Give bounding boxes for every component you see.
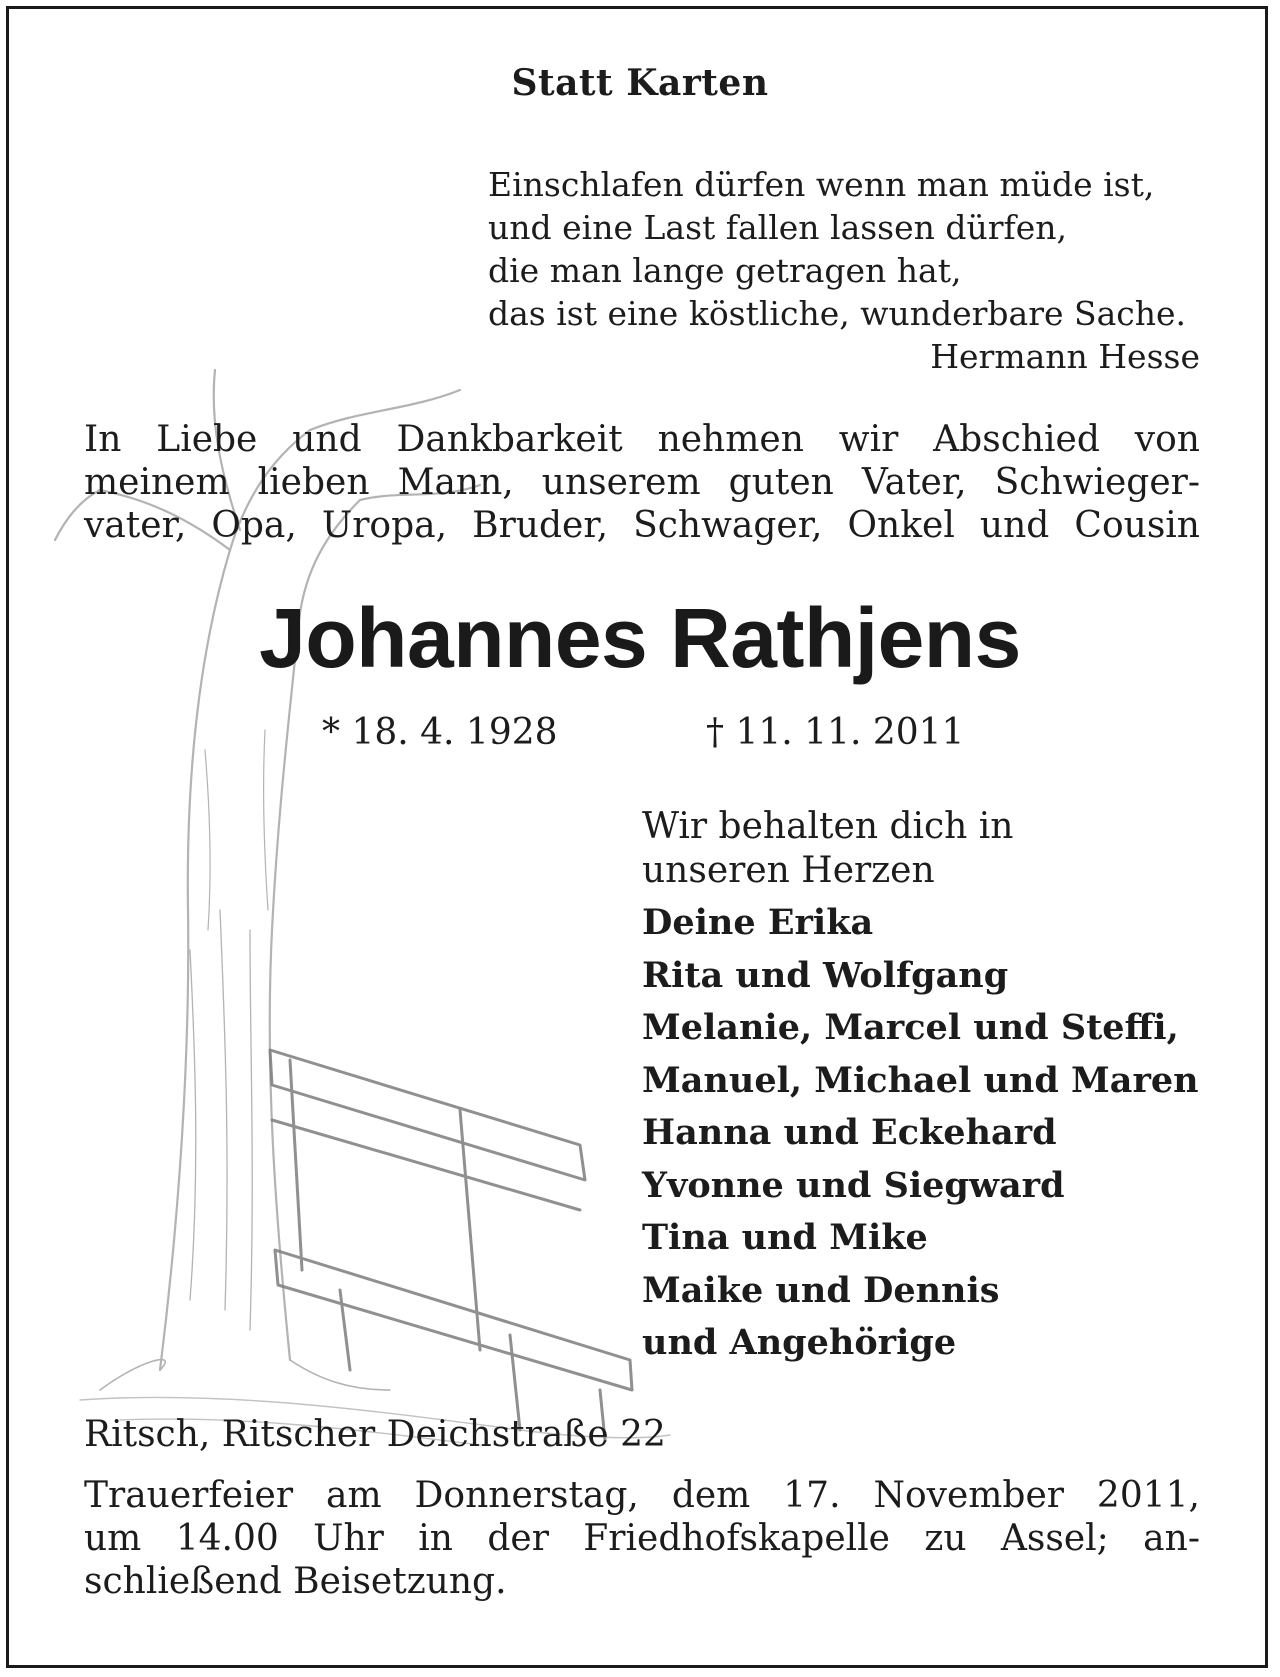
signer-item: Deine Erika	[642, 902, 874, 943]
service-line: um 14.00 Uhr in der Friedhofskapelle zu Assel; an-	[84, 1518, 1200, 1559]
signer-item: Melanie, Marcel und Steffi,	[642, 1007, 1179, 1048]
poem-line: die man lange getragen hat,	[488, 251, 962, 290]
farewell-line: unseren Herzen	[642, 850, 935, 891]
signer-item: Hanna und Eckehard	[642, 1112, 1057, 1153]
farewell-text	[642, 805, 1222, 893]
farewell-line: Wir behalten dich in	[642, 806, 1014, 847]
intro-line: meinem lieben Mann, unserem guten Vater, Schwieger-	[84, 462, 1200, 503]
signer-item: Yvonne und Siegward	[642, 1164, 1065, 1206]
intro-line: In Liebe und Dankbarkeit nehmen wir Abschied von	[84, 419, 1200, 460]
poem-line: und eine Last fallen lassen dürfen,	[488, 208, 1068, 247]
intro-text	[84, 418, 1200, 547]
signer-item: Manuel, Michael und Maren	[642, 1059, 1199, 1101]
intro-line: vater, Opa, Uropa, Bruder, Schwager, Onkel und Cousin	[84, 505, 1200, 546]
poem-quote	[488, 163, 1200, 378]
signer-item: Maike und Dennis	[642, 1269, 1000, 1311]
signer-item: Rita und Wolfgang	[642, 954, 1009, 996]
service-line: schließend Beisetzung.	[84, 1561, 507, 1602]
address: Ritsch, Ritscher Deichstraße 22	[84, 1414, 666, 1455]
header-title: Statt Karten	[511, 62, 769, 104]
deceased-name: Johannes Rathjens	[259, 591, 1021, 685]
poem-line: das ist eine köstliche, wunderbare Sache.	[488, 294, 1187, 333]
poem-line: Einschlafen dürfen wenn man müde ist,	[488, 165, 1155, 204]
signer-item: und Angehörige	[642, 1322, 957, 1363]
signers-list	[642, 897, 1242, 1370]
service-line: Trauerfeier am Donnerstag, dem 17. November 2011,	[84, 1475, 1200, 1516]
service-info	[84, 1474, 1200, 1603]
death-date: † 11. 11. 2011	[706, 712, 965, 753]
birth-date: * 18. 4. 1928	[322, 712, 558, 753]
signer-item: Tina und Mike	[642, 1217, 928, 1258]
bench-sketch	[270, 1050, 632, 1440]
poem-author: Hermann Hesse	[930, 337, 1200, 376]
